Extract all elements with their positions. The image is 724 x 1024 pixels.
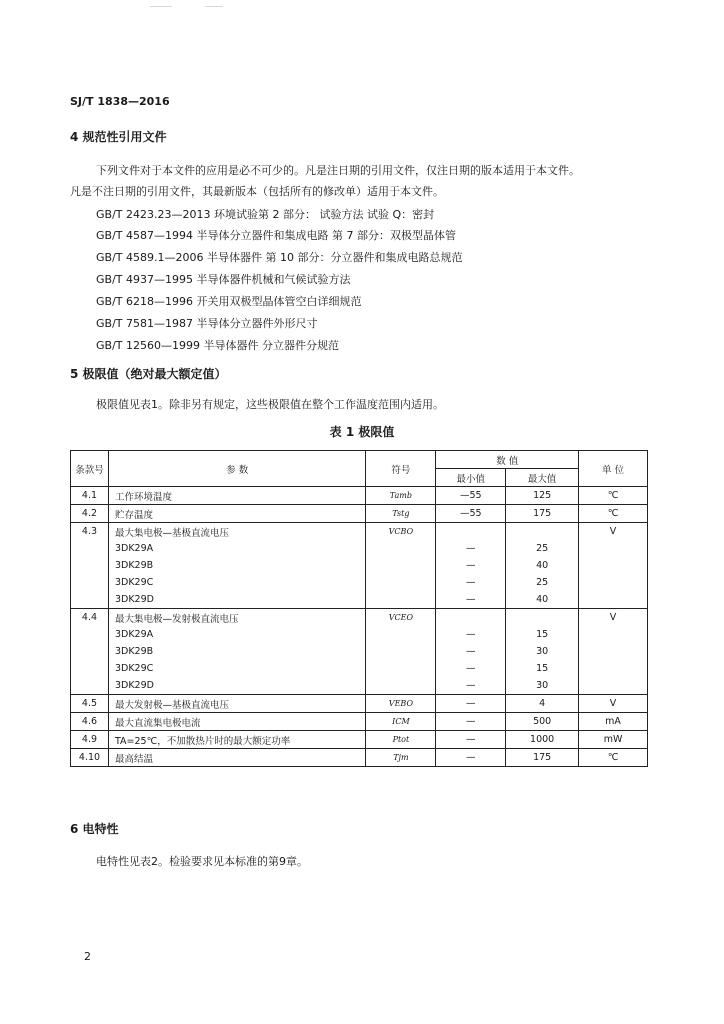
symbol-cell: Tstg	[366, 505, 436, 523]
symbol-cell: Tjm	[366, 749, 436, 767]
reference-item: GB/T 7581—1987 半导体分立器件外形尺寸	[96, 317, 318, 330]
header-value: 数 值	[436, 451, 579, 469]
min-cell: —	[436, 695, 506, 713]
table-subrow	[71, 677, 648, 695]
reference-item: GB/T 12560—1999 半导体器件 分立器件分规范	[96, 339, 339, 352]
symbol-cell: Tamb	[366, 487, 436, 505]
max-cell: 15	[506, 626, 579, 643]
model-cell: 3DK29B	[108, 643, 365, 660]
table-caption: 表 1 极限值	[329, 425, 395, 439]
table-subrow	[71, 591, 648, 609]
clause-cell: 4.1	[71, 487, 109, 505]
parameter-cell: 最高结温	[108, 749, 365, 767]
model-cell: 3DK29C	[108, 660, 365, 677]
header-unit: 单 位	[579, 451, 648, 487]
min-cell: —	[436, 731, 506, 749]
section-6-title: 6 电特性	[70, 822, 119, 836]
min-cell: —	[436, 557, 506, 574]
table-subrow	[71, 660, 648, 677]
clause-cell: 4.6	[71, 713, 109, 731]
header-clause: 条款号	[71, 451, 109, 487]
scan-mark	[205, 6, 223, 7]
parameter-cell: 最大集电极—基极直流电压	[108, 523, 365, 541]
min-cell: —	[436, 677, 506, 695]
table-row	[71, 695, 648, 713]
table-header-row	[71, 451, 648, 469]
clause-cell: 4.9	[71, 731, 109, 749]
symbol-cell: VCBO	[366, 523, 436, 541]
model-cell: 3DK29A	[108, 626, 365, 643]
parameter-cell: 贮存温度	[108, 505, 365, 523]
model-cell: 3DK29C	[108, 574, 365, 591]
min-cell: —	[436, 574, 506, 591]
clause-cell: 4.3	[71, 523, 109, 541]
table-row	[71, 609, 648, 627]
max-cell: 175	[506, 749, 579, 767]
reference-item: GB/T 2423.23—2013 环境试验第 2 部分： 试验方法 试验 Q：密封	[96, 208, 435, 221]
clause-cell: 4.10	[71, 749, 109, 767]
model-cell: 3DK29A	[108, 540, 365, 557]
model-cell: 3DK29B	[108, 557, 365, 574]
table-subrow	[71, 540, 648, 557]
clause-cell: 4.4	[71, 609, 109, 627]
unit-cell: ℃	[579, 487, 648, 505]
unit-cell: ℃	[579, 749, 648, 767]
model-cell: 3DK29D	[108, 677, 365, 695]
max-cell: 30	[506, 677, 579, 695]
table-row	[71, 487, 648, 505]
unit-cell: ℃	[579, 505, 648, 523]
header-symbol: 符号	[366, 451, 436, 487]
min-cell: —	[436, 540, 506, 557]
document-code: SJ/T 1838—2016	[70, 95, 170, 108]
header-min: 最小值	[436, 469, 506, 487]
parameter-cell: TA=25℃，不加散热片时的最大额定功率	[108, 731, 365, 749]
min-cell: —55	[436, 487, 506, 505]
min-cell: —55	[436, 505, 506, 523]
section-6-intro: 电特性见表2。检验要求见本标准的第9章。	[96, 855, 308, 868]
table-subrow	[71, 574, 648, 591]
min-cell: —	[436, 749, 506, 767]
min-cell: —	[436, 660, 506, 677]
reference-item: GB/T 4937—1995 半导体器件机械和气候试验方法	[96, 273, 351, 286]
table-subrow	[71, 626, 648, 643]
symbol-cell: Ptot	[366, 731, 436, 749]
reference-item: GB/T 6218—1996 开关用双极型晶体管空白详细规范	[96, 295, 362, 308]
table-row	[71, 505, 648, 523]
section-4-title: 4 规范性引用文件	[70, 130, 167, 144]
symbol-cell: ICM	[366, 713, 436, 731]
header-parameter: 参 数	[108, 451, 365, 487]
table-row	[71, 523, 648, 541]
symbol-cell: VCEO	[366, 609, 436, 627]
symbol-cell: VEBO	[366, 695, 436, 713]
max-cell: 40	[506, 557, 579, 574]
parameter-cell: 最大集电极—发射极直流电压	[108, 609, 365, 627]
scan-mark	[150, 6, 172, 7]
max-cell: 500	[506, 713, 579, 731]
max-cell: 175	[506, 505, 579, 523]
max-cell: 4	[506, 695, 579, 713]
header-max: 最大值	[506, 469, 579, 487]
unit-cell: V	[579, 523, 648, 541]
max-cell: 25	[506, 574, 579, 591]
unit-cell: V	[579, 609, 648, 627]
parameter-cell: 最大直流集电极电流	[108, 713, 365, 731]
section-4-intro-line2: 凡是不注日期的引用文件，其最新版本（包括所有的修改单）适用于本文件。	[70, 185, 444, 198]
parameter-cell: 工作环境温度	[108, 487, 365, 505]
max-cell: 40	[506, 591, 579, 609]
max-cell: 15	[506, 660, 579, 677]
reference-item: GB/T 4589.1—2006 半导体器件 第 10 部分：分立器件和集成电路总规范	[96, 251, 463, 264]
min-cell: —	[436, 643, 506, 660]
unit-cell: mA	[579, 713, 648, 731]
max-cell: 125	[506, 487, 579, 505]
table-row	[71, 731, 648, 749]
parameter-cell: 最大发射极—基极直流电压	[108, 695, 365, 713]
section-5-title: 5 极限值（绝对最大额定值）	[70, 367, 227, 381]
page-number: 2	[84, 950, 91, 963]
min-cell: —	[436, 713, 506, 731]
min-cell: —	[436, 626, 506, 643]
limits-table	[70, 450, 648, 767]
model-cell: 3DK29D	[108, 591, 365, 609]
table-row	[71, 749, 648, 767]
max-cell: 25	[506, 540, 579, 557]
unit-cell: mW	[579, 731, 648, 749]
section-4-intro-line1: 下列文件对于本文件的应用是必不可少的。凡是注日期的引用文件，仅注日期的版本适用于本文件。	[96, 164, 580, 177]
table-row	[71, 713, 648, 731]
min-cell: —	[436, 591, 506, 609]
section-5-intro: 极限值见表1。除非另有规定，这些极限值在整个工作温度范围内适用。	[96, 398, 444, 411]
table-subrow	[71, 557, 648, 574]
max-cell: 30	[506, 643, 579, 660]
max-cell: 1000	[506, 731, 579, 749]
unit-cell: V	[579, 695, 648, 713]
clause-cell: 4.5	[71, 695, 109, 713]
reference-item: GB/T 4587—1994 半导体分立器件和集成电路 第 7 部分：双极型晶体管	[96, 229, 456, 242]
table-subrow	[71, 643, 648, 660]
clause-cell: 4.2	[71, 505, 109, 523]
